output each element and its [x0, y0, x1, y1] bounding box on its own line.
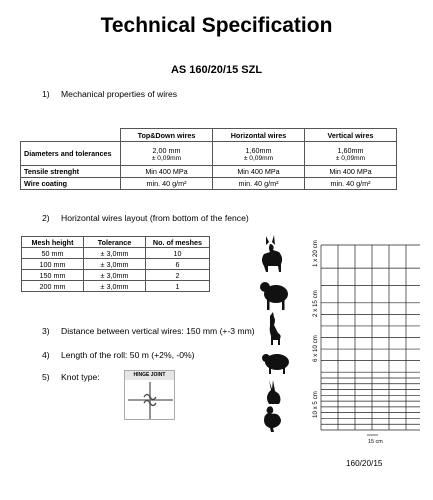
- ram-icon: [260, 282, 288, 310]
- section-number: 2): [42, 213, 50, 223]
- table-cell: ± 3,0mm: [84, 270, 146, 281]
- cell-value: 2,00 mm: [152, 145, 181, 155]
- column-header: Top&Down wires: [121, 129, 213, 142]
- dimension-label: 10 x 5 cm: [312, 391, 319, 418]
- sheep-icon: [262, 354, 289, 374]
- section-3-heading: [42, 326, 255, 336]
- cell-tolerance: ± 0,09mm: [243, 154, 274, 162]
- table-cell: ± 3,0mm: [84, 248, 146, 259]
- section-number: 4): [42, 350, 50, 360]
- table-cell: 6: [146, 259, 210, 270]
- table-cell: Min 400 MPa: [121, 166, 213, 178]
- table-row: [21, 178, 397, 190]
- bottom-dimension-label: 15 cm: [368, 439, 383, 445]
- dimension-label: 2 x 15 cm: [312, 290, 319, 317]
- section-text: Length of the roll: 50 m (+2%, -0%): [61, 350, 195, 360]
- table-cell: [305, 142, 397, 166]
- section-4-heading: [42, 350, 195, 360]
- table-cell: 1: [146, 281, 210, 292]
- table-cell: [121, 142, 213, 166]
- knot-label: HINGE JOINT: [125, 371, 174, 380]
- table-row: [22, 248, 210, 259]
- product-code: 160/20/15: [346, 459, 383, 468]
- section-number: 3): [42, 326, 50, 336]
- page-title: Technical Specification: [100, 14, 333, 37]
- table-cell: 150 mm: [22, 270, 84, 281]
- column-header: Tolerance: [84, 237, 146, 248]
- table-row: [21, 166, 397, 178]
- blank-header-cell: [21, 129, 121, 142]
- table-cell: min. 40 g/m²: [121, 178, 213, 190]
- section-text: Mechanical properties of wires: [61, 89, 178, 99]
- table-row: [21, 142, 397, 166]
- section-text: Distance between vertical wires: 150 mm (+-3 mm): [61, 326, 255, 336]
- hare-icon: [267, 380, 281, 404]
- model-code: AS 160/20/15 SZL: [170, 64, 263, 76]
- table-cell: [213, 142, 305, 166]
- table-cell: ± 3,0mm: [84, 259, 146, 270]
- knot-icon: [125, 380, 176, 421]
- fence-dimension-diagram: [304, 232, 422, 452]
- table-cell: 2: [146, 270, 210, 281]
- table-cell: min. 40 g/m²: [305, 178, 397, 190]
- deer-icon: [262, 235, 282, 272]
- wire-properties-table: [20, 128, 397, 190]
- dimension-label: 1 x 20 cm: [312, 240, 319, 267]
- hinge-joint-knot-image: [124, 370, 175, 420]
- cell-value: 1,60mm: [337, 145, 364, 155]
- column-header: Vertical wires: [305, 129, 397, 142]
- table-cell: 50 mm: [22, 248, 84, 259]
- animal-silhouettes: [256, 232, 296, 432]
- column-header: Mesh height: [22, 237, 84, 248]
- table-cell: 100 mm: [22, 259, 84, 270]
- section-number: 1): [42, 89, 50, 99]
- section-text: Horizontal wires layout (from bottom of the fence): [61, 213, 249, 223]
- row-label: Wire coating: [21, 178, 121, 190]
- column-header: No. of meshes: [146, 237, 210, 248]
- fawn-icon: [270, 312, 281, 345]
- dimension-label: 6 x 10 cm: [312, 335, 319, 362]
- table-cell: 10: [146, 248, 210, 259]
- fence-grid: [321, 245, 420, 430]
- cell-tolerance: ± 0,09mm: [335, 154, 366, 162]
- section-5-heading: [42, 372, 100, 382]
- chicken-icon: [264, 406, 281, 432]
- table-row: [22, 259, 210, 270]
- mesh-layout-table: [21, 236, 210, 292]
- section-text: Knot type:: [61, 372, 100, 382]
- table-row: [22, 270, 210, 281]
- cell-tolerance: ± 0,09mm: [151, 154, 182, 162]
- table-cell: min. 40 g/m²: [213, 178, 305, 190]
- section-2-heading: [42, 213, 249, 223]
- row-label: Diameters and tolerances: [21, 142, 121, 166]
- row-label: Tensile strenght: [21, 166, 121, 178]
- section-1-heading: [42, 89, 177, 99]
- table-cell: Min 400 MPa: [305, 166, 397, 178]
- table-cell: ± 3,0mm: [84, 281, 146, 292]
- table-row: [22, 281, 210, 292]
- table-cell: 200 mm: [22, 281, 84, 292]
- table-cell: Min 400 MPa: [213, 166, 305, 178]
- cell-value: 1,60mm: [245, 145, 272, 155]
- column-header: Horizontal wires: [213, 129, 305, 142]
- section-number: 5): [42, 372, 50, 382]
